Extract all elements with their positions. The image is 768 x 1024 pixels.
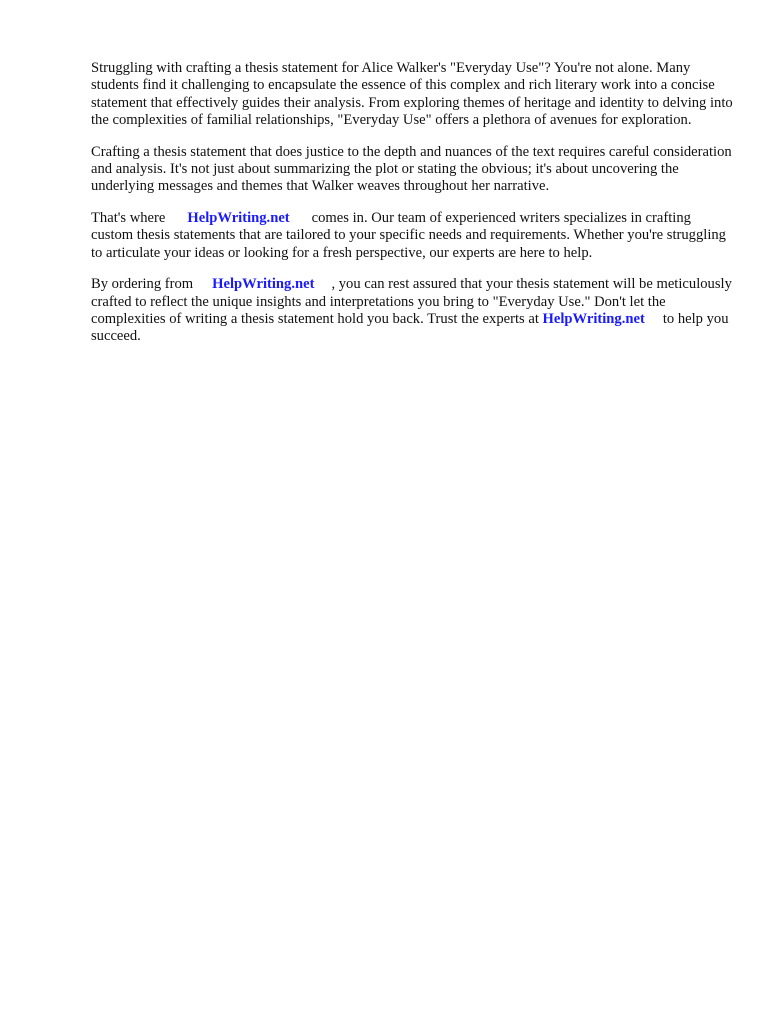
paragraph-ordering-end: to help you succeed.: [91, 311, 729, 345]
paragraph-crafting-text: Crafting a thesis statement that does justice to the depth and nuances of the text requires careful consideration and analysis. It's not just about summarizing the plot or stating the obvious; it's about uncovering the underlying messages and themes that Walker weaves throughout her narrative.: [91, 143, 732, 195]
paragraph-intro: [91, 60, 733, 129]
helpwriting-link[interactable]: HelpWriting.net: [542, 311, 645, 328]
helpwriting-link[interactable]: HelpWriting.net: [187, 210, 290, 227]
paragraph-ordering-middle: , you can rest assured that your thesis statement will be meticulously crafted to reflect the unique insights and interpretations you bring to "Everyday Use." Don't let the complexities of writing a thesis statement hold you back. Trust the experts at: [91, 276, 732, 328]
paragraph-service-lead: That's where: [91, 210, 166, 227]
paragraph-service: [91, 210, 733, 262]
paragraph-service-rest: comes in. Our team of experienced writers specializes in crafting custom thesis statements that are tailored to your specific needs and requirements. Whether you're struggling to articulate your ideas or looking for a fresh perspective, our experts are here to help.: [91, 210, 726, 261]
paragraph-crafting: [91, 144, 733, 196]
document-body: [91, 60, 733, 360]
paragraph-ordering-lead: By ordering from: [91, 276, 194, 293]
paragraph-intro-text: Struggling with crafting a thesis statement for Alice Walker's "Everyday Use"? You're not alone. Many students find it challenging to encapsulate the essence of this complex and rich literary work into a concise statement that effectively guides their analysis. From exploring themes of heritage and identity to delving into the complexities of familial relationships, "Everyday Use" offers a plethora of avenues for exploration.: [91, 60, 733, 128]
paragraph-ordering: [91, 276, 733, 345]
helpwriting-link[interactable]: HelpWriting.net: [212, 276, 315, 293]
